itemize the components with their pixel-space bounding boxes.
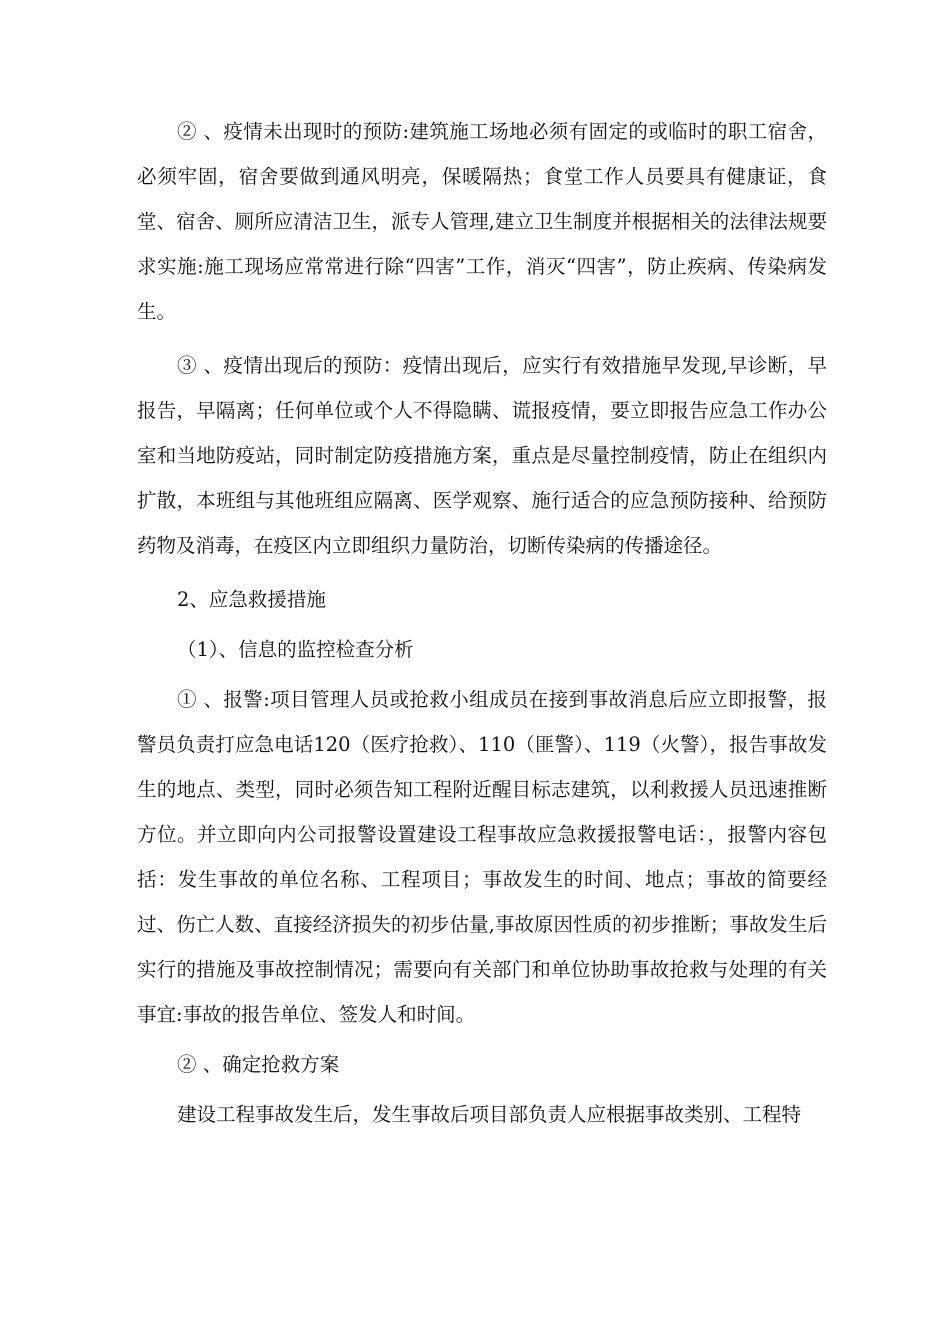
paragraph-alarm: ① 、报警:项目管理人员或抢救小组成员在接到事故消息后应立即报警，报警员负责打应急电话120（医疗抢救）、110（匪警）、119（火警），报告事故发生的地点、类型，同时必须告知工程附近醒目标志建筑，以利救援人员迅速推断方位。并立即向内公司报警设置建设工程事故应急救援报警电话：，报警内容包括：发生事故的单位名称、工程项目；事故发生的时间、地点；事故的简要经过、伤亡人数、直接经济损失的初步估量,事故原因性质的初步推断；事故发生后实行的措施及事故控制情况；需要向有关部门和单位协助事故抢救与处理的有关事宜:事故的报告单位、签发人和时间。 [137,688,827,1026]
subsection-heading-rescue-plan: ② 、确定抢救方案 [177,1053,340,1076]
paragraph-rescue-plan: 建设工程事故发生后，发生事故后项目部负责人应根据事故类别、工程特 [177,1103,802,1126]
subsection-heading-info-monitoring: （1）、信息的监控检查分析 [177,638,414,661]
paragraph-epidemic-prevention-before: ② 、疫情未出现时的预防:建筑施工场地必须有固定的或临时的职工宿舍，必须牢固，宿舍要做到通风明亮，保暖隔热；食堂工作人员要具有健康证，食堂、宿舍、厕所应清洁卫生，派专人管理,建立卫生制度并根据相关的法律法规要求实施:施工现场应常常进行除“四害”工作，消灭“四害”，防止疾病、传染病发生。 [137,120,827,323]
document-body [137,109,827,1137]
section-heading-emergency-rescue: 2、应急救援措施 [177,588,326,611]
paragraph-epidemic-prevention-after: ③ 、疫情出现后的预防：疫情出现后，应实行有效措施早发现,早诊断，早报告，早隔离；任何单位或个人不得隐瞒、谎报疫情，要立即报告应急工作办公室和当地防疫站，同时制定防疫措施方案，重点是尽量控制疫情，防止在组织内扩散，本班组与其他班组应隔离、医学观察、施行适合的应急预防接种、给预防药物及消毒，在疫区内立即组织力量防治，切断传染病的传播途径。 [137,354,827,557]
